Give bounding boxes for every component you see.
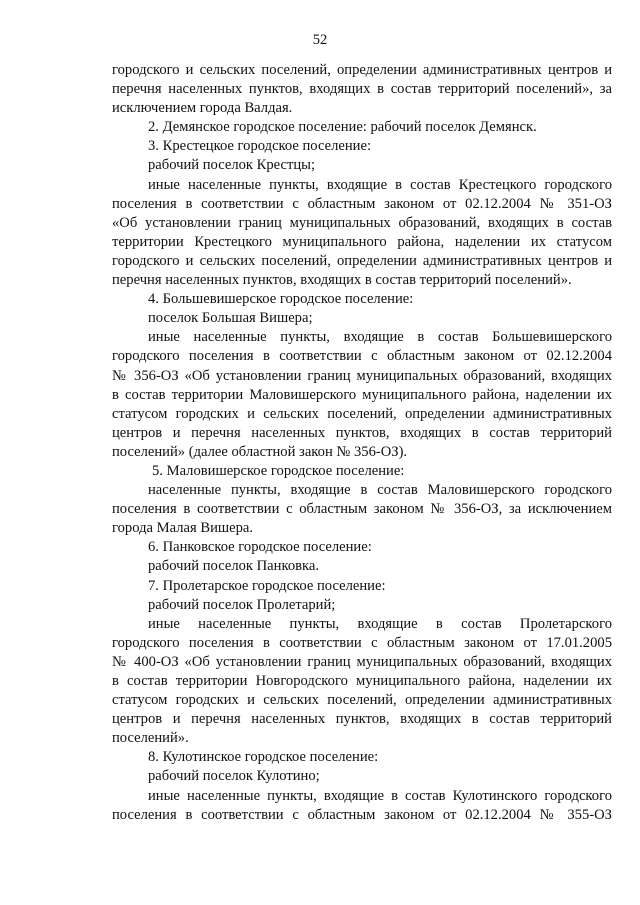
text-line: 4. Большевишерское городское поселение: [148,291,414,308]
text-line: 5. Маловишерское городское поселение: [152,462,405,479]
text-line: рабочий поселок Панковка. [148,558,320,575]
text-line: поселений» (далее областной закон № 356-ОЗ). [112,443,408,460]
text-line: 8. Кулотинское городское поселение: [148,749,379,766]
text-line: 6. Панковское городское поселение: [148,539,372,556]
text-line: поселения в соответствии с областным законом от 02.12.2004 № 351-ОЗ [112,195,612,212]
text-line: 3. Крестецкое городское поселение: [148,138,372,155]
text-line: перечня населенных пунктов, входящих в состав территорий поселений», за [112,81,612,98]
text-line: городского и сельских поселений, определении административных центров и [112,252,612,269]
text-line: поселок Большая Вишера; [148,310,313,327]
text-line: центров и перечня населенных пунктов, входящих в состав территорий [112,711,612,728]
text-line: центров и перечня населенных пунктов, входящих в состав территорий [112,424,612,441]
text-line: № 356-ОЗ «Об установлении границ муниципальных образований, входящих [112,367,612,384]
text-line: городского поселения в соответствии с областным законом от 02.12.2004 [112,348,612,365]
text-line: городского поселения в соответствии с областным законом от 17.01.2005 [112,634,612,651]
text-line: поселения в соответствии с областным законом № 356-ОЗ, за исключением [112,501,612,518]
text-line: иные населенные пункты, входящие в состав Пролетарского [148,615,612,632]
text-line: перечня населенных пунктов, входящих в состав территорий поселений». [112,272,572,289]
text-line: населенные пункты, входящие в состав Маловишерского городского [148,482,612,499]
text-line: города Малая Вишера. [112,520,254,537]
text-line: рабочий поселок Кулотино; [148,768,320,785]
text-line: рабочий поселок Пролетарий; [148,596,336,613]
text-line: 2. Демянское городское поселение: рабочий поселок Демянск. [148,119,537,136]
text-line: поселений». [112,730,189,747]
text-line: рабочий поселок Крестцы; [148,157,316,174]
document-body-text [112,61,612,825]
text-line: иные населенные пункты, входящие в состав Кулотинского городского [148,787,612,804]
text-line: статусом городских и сельских поселений, определении административных [112,692,612,709]
text-line: иные населенные пункты, входящие в состав Крестецкого городского [148,176,612,193]
text-line: иные населенные пункты, входящие в состав Большевишерского [148,329,612,346]
text-line: в состав территории Новгородского муниципального района, наделении их [112,673,612,689]
text-line: исключением города Валдая. [112,100,293,117]
text-line: статусом городских и сельских поселений, определении административных [112,405,612,422]
text-line: территории Крестецкого муниципального района, наделении их статусом [112,233,612,250]
text-line: поселения в соответствии с областным законом от 02.12.2004 № 355-ОЗ [112,806,612,823]
text-line: в состав территории Маловишерского муниципального района, наделении их [112,386,612,403]
text-line: «Об установлении границ муниципальных образований, входящих в состав [112,214,612,231]
page-number: 52 [312,32,328,48]
text-line: городского и сельских поселений, определении административных центров и [112,62,612,78]
text-line: 7. Пролетарское городское поселение: [148,577,386,594]
text-line: № 400-ОЗ «Об установлении границ муниципальных образований, входящих [112,653,612,670]
